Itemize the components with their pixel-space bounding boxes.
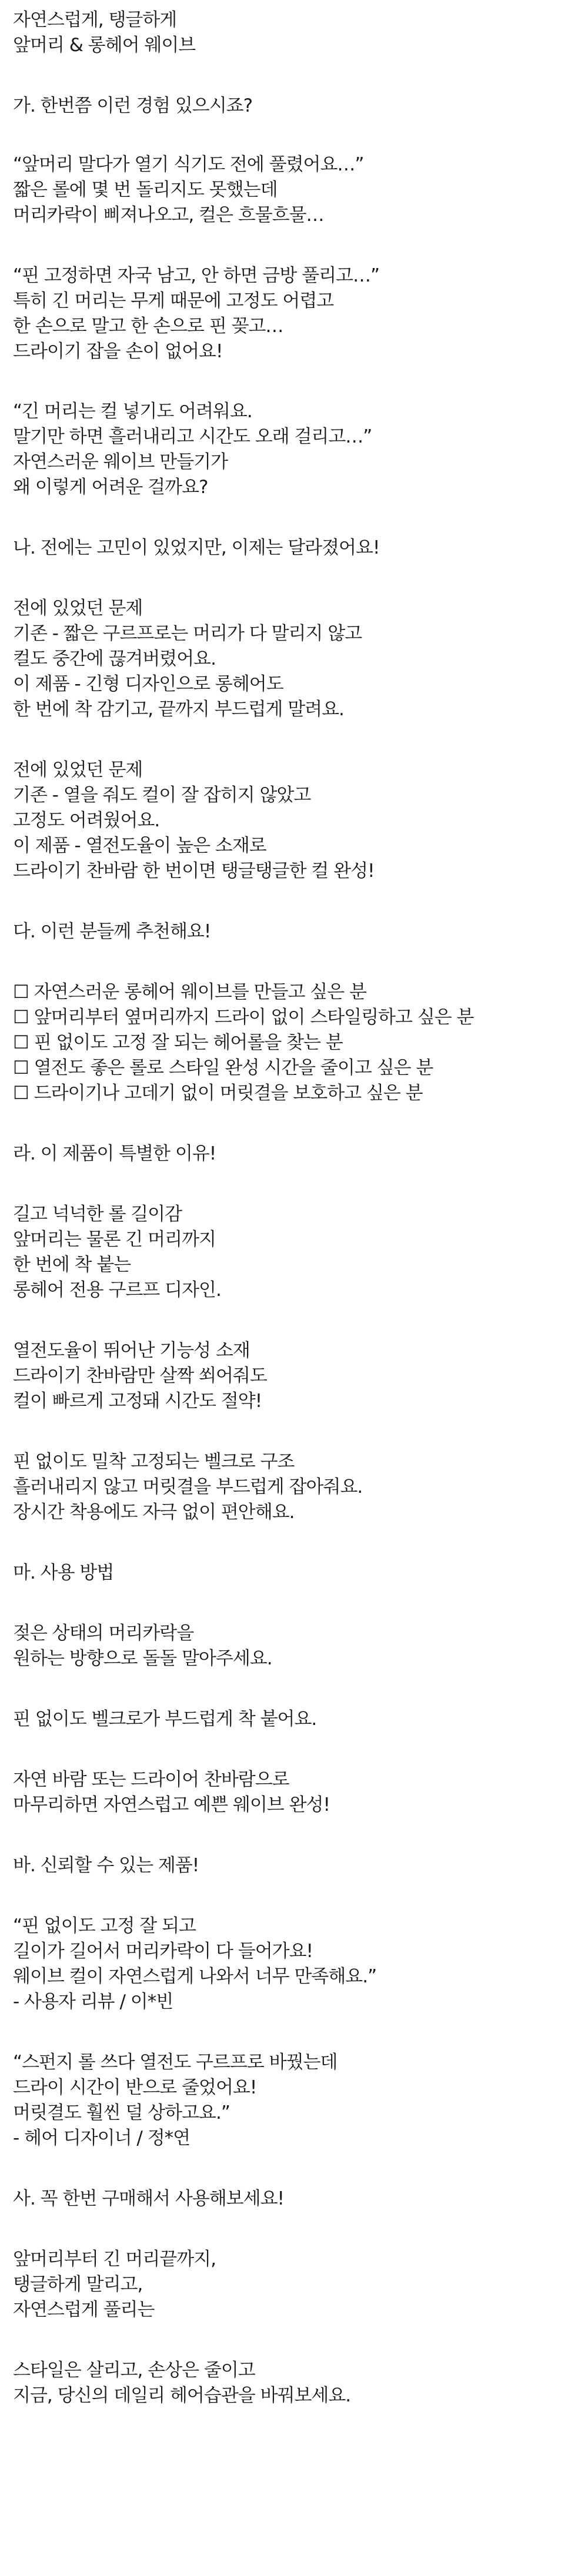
- text-line: 앞머리부터 긴 머리끝까지,: [13, 2249, 216, 2270]
- text-line: 기존 - 열을 줘도 컬이 잘 잡히지 않았고: [13, 785, 311, 806]
- text-line: 컬이 빠르게 고정돼 시간도 절약!: [13, 1391, 262, 1412]
- text-line: ☐ 핀 없이도 고정 잘 되는 헤어롤을 찾는 분: [13, 1032, 343, 1053]
- text-line: ☐ 열전도 좋은 롤로 스타일 완성 시간을 줄이고 싶은 분: [13, 1057, 433, 1078]
- text-line: 고정도 어려웠어요.: [13, 810, 160, 831]
- text-line: “핀 고정하면 자국 남고, 안 하면 금방 풀리고…”: [13, 265, 380, 286]
- text-line: 전에 있었던 문제: [13, 759, 143, 780]
- text-line: 자연 바람 또는 드라이어 찬바람으로: [13, 1769, 289, 1790]
- text-line: 스타일은 살리고, 손상은 줄이고: [13, 2360, 255, 2381]
- text-line: “스펀지 롤 쓰다 열전도 구르프로 바꿨는데: [13, 2052, 338, 2073]
- text-line: 자연스럽게, 탱글하게: [13, 9, 177, 31]
- text-line: 한 번에 착 감기고, 끝까지 부드럽게 말려요.: [13, 699, 344, 720]
- text-line: 특히 긴 머리는 무게 때문에 고정도 어렵고: [13, 290, 334, 311]
- text-line: - 헤어 디자이너 / 정*연: [13, 2128, 191, 2149]
- text-line: ☐ 드라이기나 고데기 없이 머릿결을 보호하고 싶은 분: [13, 1083, 423, 1104]
- text-line: 젖은 상태의 머리카락을: [13, 1623, 194, 1644]
- text-line: 롱헤어 전용 구르프 디자인.: [13, 1279, 221, 1301]
- text-line: 열전도율이 뛰어난 기능성 소재: [13, 1340, 250, 1361]
- text-line: “앞머리 말다가 열기 식기도 전에 풀렸어요…”: [13, 154, 364, 175]
- text-line: 다. 이런 분들께 추천해요!: [13, 921, 211, 942]
- text-line: 드라이 시간이 반으로 줄었어요!: [13, 2077, 257, 2098]
- text-line: 컬도 중간에 끊겨버렸어요.: [13, 648, 216, 669]
- text-line: “핀 없이도 고정 잘 되고: [13, 1915, 196, 1937]
- text-line: 바. 신뢰할 수 있는 제품!: [13, 1855, 199, 1876]
- text-line: 이 제품 - 긴형 디자인으로 롱헤어도: [13, 674, 283, 695]
- text-line: ☐ 자연스러운 롱헤어 웨이브를 만들고 싶은 분: [13, 982, 366, 1003]
- text-line: 마무리하면 자연스럽고 예쁜 웨이브 완성!: [13, 1794, 330, 1815]
- text-line: 짧은 롤에 몇 번 돌리지도 못했는데: [13, 179, 278, 200]
- text-line: 장시간 착용에도 자극 없이 편안해요.: [13, 1502, 295, 1523]
- text-line: 앞머리는 물론 긴 머리까지: [13, 1229, 216, 1250]
- text-line: 한 번에 착 붙는: [13, 1254, 131, 1275]
- text-line: 드라이기 찬바람 한 번이면 탱글탱글한 컬 완성!: [13, 860, 375, 882]
- text-line: 길고 넉넉한 롤 길이감: [13, 1204, 182, 1225]
- text-line: 드라이기 잡을 손이 없어요!: [13, 341, 223, 362]
- text-line: 한 손으로 말고 한 손으로 핀 꽂고…: [13, 316, 283, 337]
- text-line: 핀 없이도 벨크로가 부드럽게 착 붙어요.: [13, 1709, 317, 1730]
- text-line: 전에 있었던 문제: [13, 598, 143, 619]
- text-line: 핀 없이도 밀착 고정되는 벨크로 구조: [13, 1451, 295, 1472]
- text-line: 웨이브 컬이 자연스럽게 나와서 너무 만족해요.”: [13, 1966, 377, 1987]
- text-line: 지금, 당신의 데일리 헤어습관을 바꿔보세요.: [13, 2385, 351, 2406]
- text-line: “긴 머리는 컬 넣기도 어려워요.: [13, 401, 252, 422]
- text-line: 자연스럽게 풀리는: [13, 2299, 155, 2320]
- text-line: 이 제품 - 열전도율이 높은 소재로: [13, 835, 266, 856]
- text-line: 가. 한번쯤 이런 경험 있으시죠?: [13, 95, 253, 116]
- text-line: 사. 꼭 한번 구매해서 사용해보세요!: [13, 2188, 284, 2209]
- text-line: 탱글하게 말리고,: [13, 2274, 143, 2295]
- text-line: 왜 이렇게 어려운 걸까요?: [13, 477, 208, 498]
- text-line: 드라이기 찬바람만 살짝 쐬어줘도: [13, 1365, 267, 1386]
- text-line: ☐ 앞머리부터 옆머리까지 드라이 없이 스타일링하고 싶은 분: [13, 1007, 474, 1028]
- text-line: 라. 이 제품이 특별한 이유!: [13, 1143, 216, 1164]
- text-line: 마. 사용 방법: [13, 1562, 114, 1583]
- text-line: 나. 전에는 고민이 있었지만, 이제는 달라졌어요!: [13, 537, 380, 558]
- text-line: 길이가 길어서 머리카락이 다 들어가요!: [13, 1941, 313, 1962]
- text-line: 흘러내리지 않고 머릿결을 부드럽게 잡아줘요.: [13, 1476, 363, 1498]
- text-line: - 사용자 리뷰 / 이*빈: [13, 1991, 173, 2012]
- text-line: 기존 - 짧은 구르프로는 머리가 다 말리지 않고: [13, 623, 362, 644]
- text-line: 원하는 방향으로 돌돌 말아주세요.: [13, 1648, 272, 1669]
- text-line: 머리카락이 삐져나오고, 컬은 흐물흐물…: [13, 205, 324, 226]
- text-line: 머릿결도 훨씬 덜 상하고요.”: [13, 2102, 230, 2123]
- text-line: 앞머리 & 롱헤어 웨이브: [13, 35, 196, 56]
- text-line: 말기만 하면 흘러내리고 시간도 오래 걸리고…”: [13, 426, 372, 447]
- text-line: 자연스러운 웨이브 만들기가: [13, 451, 228, 473]
